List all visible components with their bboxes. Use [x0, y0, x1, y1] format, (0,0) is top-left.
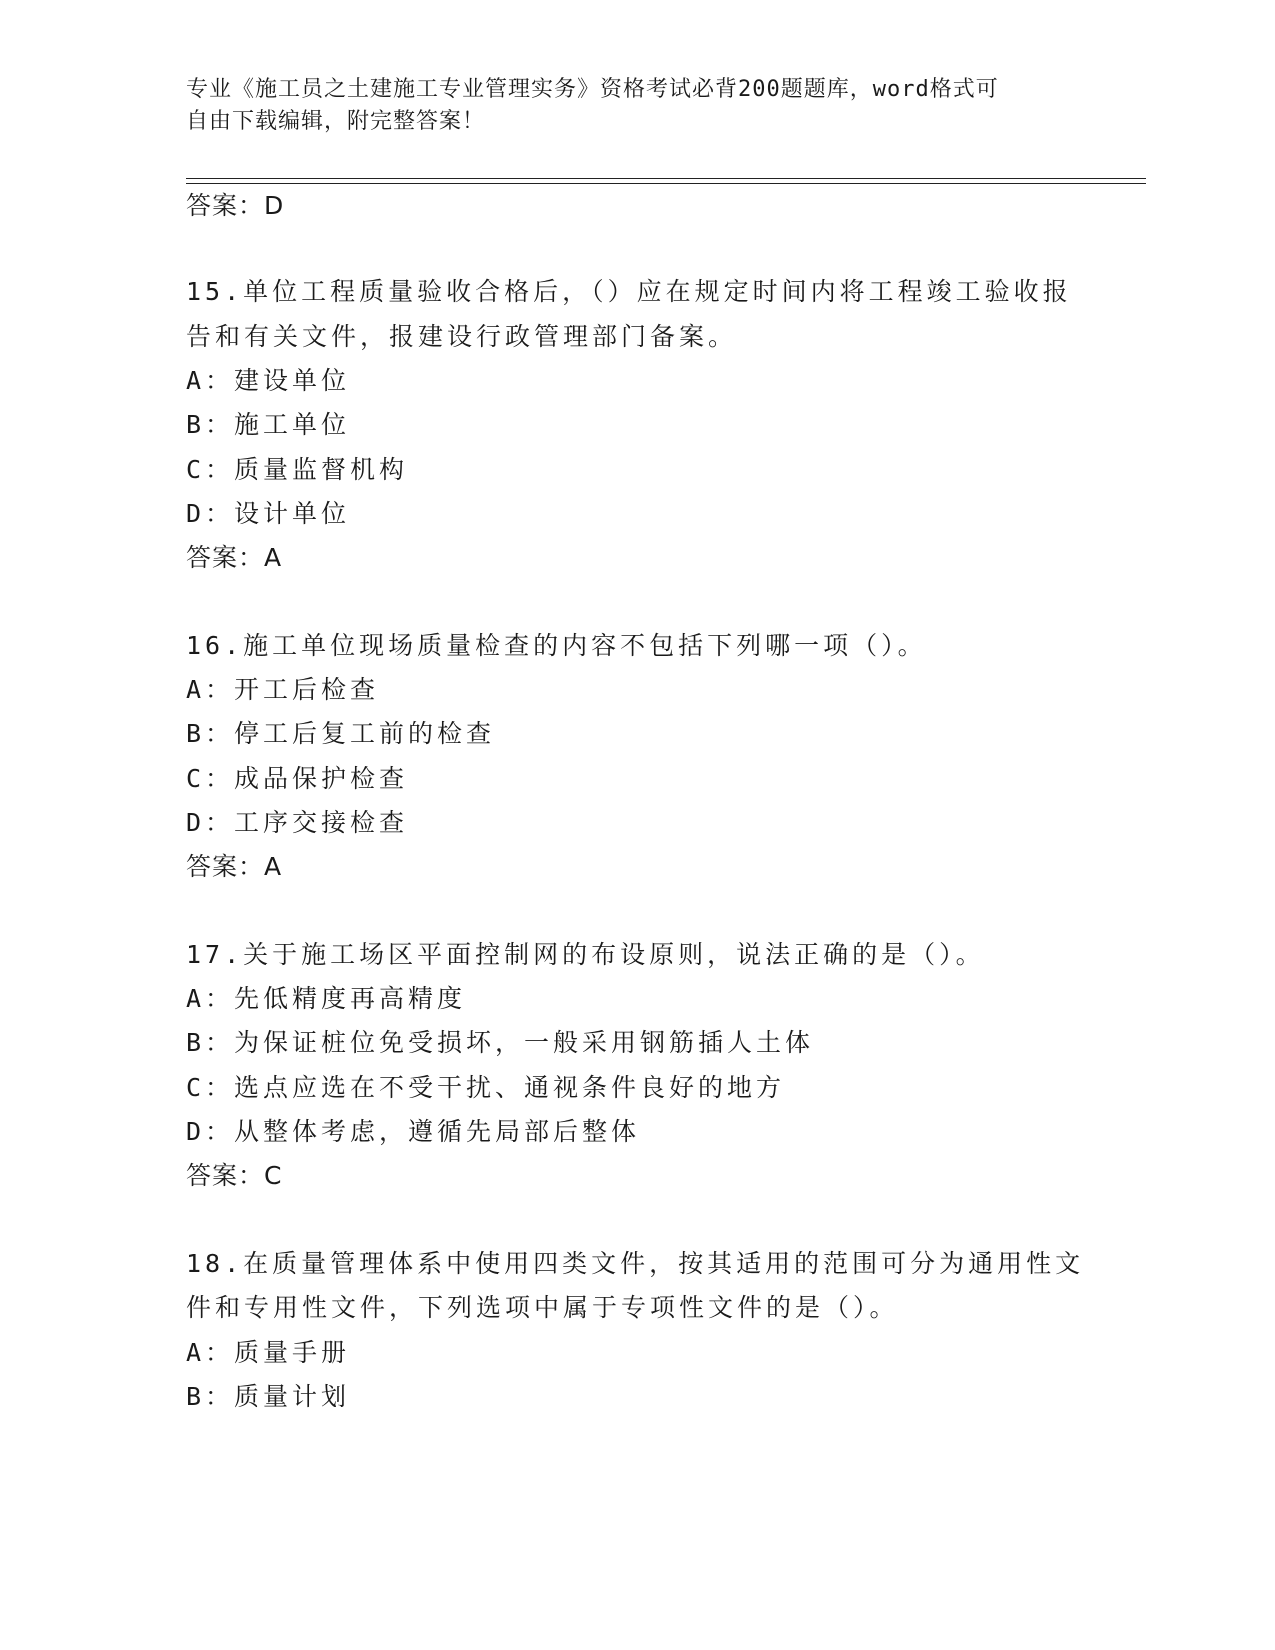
- option-d: D：工序交接检查: [186, 808, 409, 837]
- option-d: D：设计单位: [186, 499, 351, 528]
- question-stem-line: 件和专用性文件，下列选项中属于专项性文件的是（）。: [186, 1293, 899, 1322]
- option-a: A：建设单位: [186, 366, 351, 395]
- question-stem-line: 17.关于施工场区平面控制网的布设原则，说法正确的是（）。: [186, 940, 985, 969]
- option-a: A：开工后检查: [186, 675, 380, 704]
- option-d: D：从整体考虑，遵循先局部后整体: [186, 1117, 641, 1146]
- prev-answer: 答案：D: [186, 191, 285, 220]
- option-a: A：先低精度再高精度: [186, 984, 467, 1013]
- header-divider-top: [186, 178, 1146, 179]
- question-stem-line: 18.在质量管理体系中使用四类文件，按其适用的范围可分为通用性文: [186, 1249, 1085, 1278]
- document-header: [186, 74, 1066, 138]
- option-c: C：成品保护检查: [186, 764, 409, 793]
- question-stem-line: 告和有关文件，报建设行政管理部门备案。: [186, 322, 738, 351]
- answer: 答案：A: [186, 852, 283, 881]
- header-divider-bottom: [186, 183, 1146, 184]
- question-stem-line: 16.施工单位现场质量检查的内容不包括下列哪一项（）。: [186, 631, 927, 660]
- option-b: B：停工后复工前的检查: [186, 719, 496, 748]
- answer: 答案：C: [186, 1161, 283, 1190]
- option-c: C：选点应选在不受干扰、通视条件良好的地方: [186, 1073, 786, 1102]
- answer: 答案：A: [186, 543, 283, 572]
- option-b: B：为保证桩位免受损坏，一般采用钢筋插人土体: [186, 1028, 815, 1057]
- option-b: B：施工单位: [186, 410, 351, 439]
- header-line-1: 专业《施工员之土建施工专业管理实务》资格考试必背200题题库，word格式可: [186, 77, 999, 102]
- option-c: C：质量监督机构: [186, 455, 409, 484]
- question-stem-line: 15.单位工程质量验收合格后，（）应在规定时间内将工程竣工验收报: [186, 277, 1072, 306]
- option-b: B：质量计划: [186, 1382, 351, 1411]
- option-a: A：质量手册: [186, 1338, 351, 1367]
- header-line-2: 自由下载编辑，附完整答案！: [186, 109, 486, 134]
